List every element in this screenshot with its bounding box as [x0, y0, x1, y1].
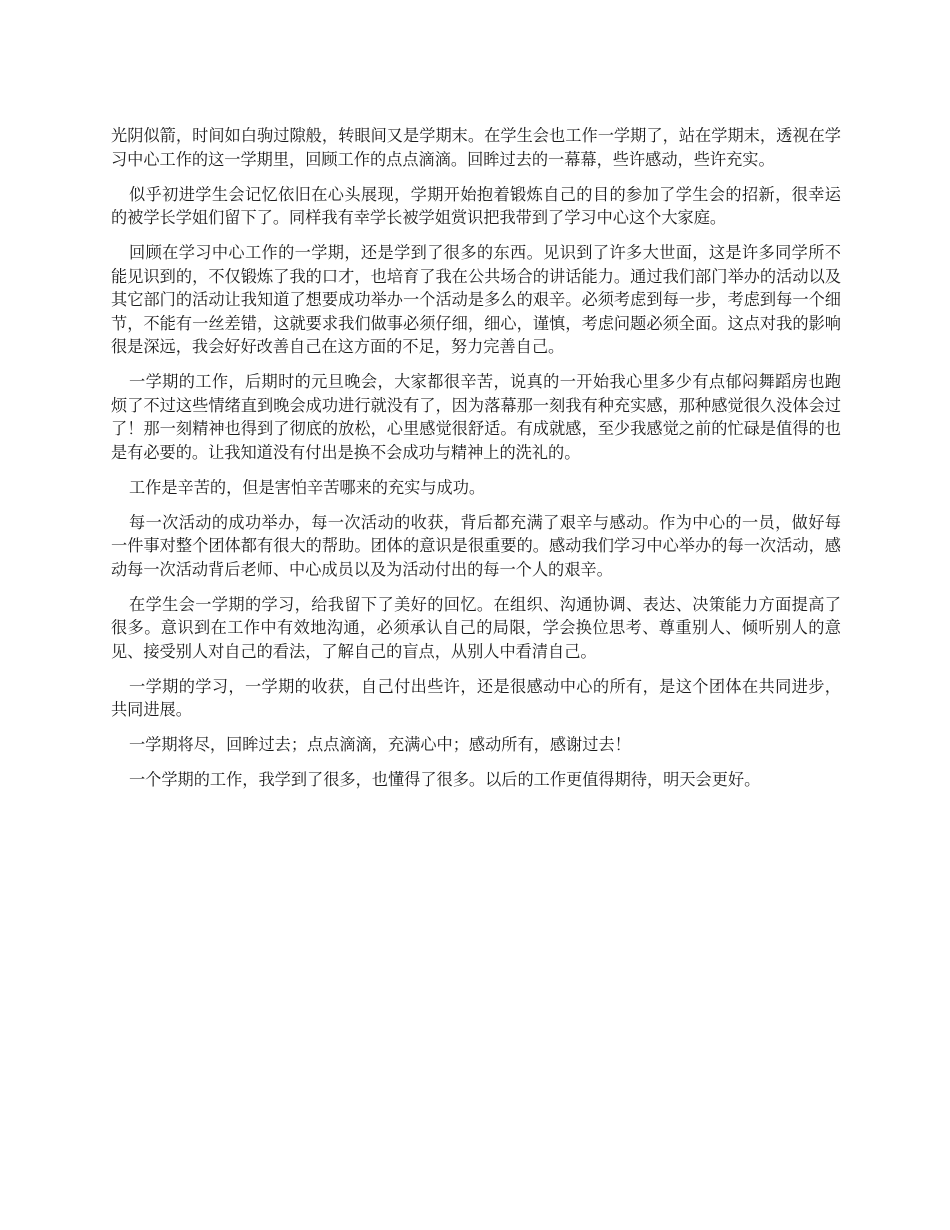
paragraph-1: 光阴似箭，时间如白驹过隙般，转眼间又是学期末。在学生会也工作一学期了，站在学期末，透视在学习中心工作的这一学期里，回顾工作的点点滴滴。回眸过去的一幕幕，些许感动，些许充实。 [111, 126, 841, 169]
document-body [111, 124, 841, 803]
paragraph-8: 一学期的学习，一学期的收获，自己付出些许，还是很感动中心的所有，是这个团体在共同进步，共同进展。 [111, 676, 841, 719]
paragraph-10: 一个学期的工作，我学到了很多，也懂得了很多。以后的工作更值得期待，明天会更好。 [129, 770, 761, 789]
paragraph-2: 似乎初进学生会记忆依旧在心头展现，学期开始抱着锻炼自己的目的参加了学生会的招新，很幸运的被学长学姐们留下了。同样我有幸学长被学姐赏识把我带到了学习中心这个大家庭。 [111, 184, 841, 227]
paragraph-7: 在学生会一学期的学习，给我留下了美好的回忆。在组织、沟通协调、表达、决策能力方面提高了很多。意识到在工作中有效地沟通，必须承认自己的局限，学会换位思考、尊重别人、倾听别人的意见、接受别人对自己的看法，了解自己的盲点，从别人中看清自己。 [111, 594, 841, 661]
paragraph-4: 一学期的工作，后期时的元旦晚会，大家都很辛苦，说真的一开始我心里多少有点郁闷舞蹈房也跑烦了不过这些情绪直到晚会成功进行就没有了，因为落幕那一刻我有种充实感，那种感觉很久没体会过了！那一刻精神也得到了彻底的放松，心里感觉很舒适。有成就感，至少我感觉之前的忙碌是值得的也是有必要的。让我知道没有付出是换不会成功与精神上的洗礼的。 [111, 372, 841, 462]
paragraph-3: 回顾在学习中心工作的一学期，还是学到了很多的东西。见识到了许多大世面，这是许多同学所不能见识到的，不仅锻炼了我的口才，也培育了我在公共场合的讲话能力。通过我们部门举办的活动以及其它部门的活动让我知道了想要成功举办一个活动是多么的艰辛。必须考虑到每一步，考虑到每一个细节，不能有一丝差错，这就要求我们做事必须仔细，细心，谨慎，考虑问题必须全面。这点对我的影响很是深远，我会好好改善自己在这方面的不足，努力完善自己。 [111, 243, 841, 356]
paragraph-5: 工作是辛苦的，但是害怕辛苦哪来的充实与成功。 [129, 477, 486, 497]
paragraph-6: 每一次活动的成功举办，每一次活动的收获，背后都充满了艰辛与感动。作为中心的一员，做好每一件事对整个团体都有很大的帮助。团体的意识是很重要的。感动我们学习中心举办的每一次活动，感动每一次活动背后老师、中心成员以及为活动付出的每一个人的艰辛。 [111, 512, 841, 579]
paragraph-9: 一学期将尽，回眸过去；点点滴滴，充满心中；感动所有，感谢过去！ [129, 735, 631, 754]
